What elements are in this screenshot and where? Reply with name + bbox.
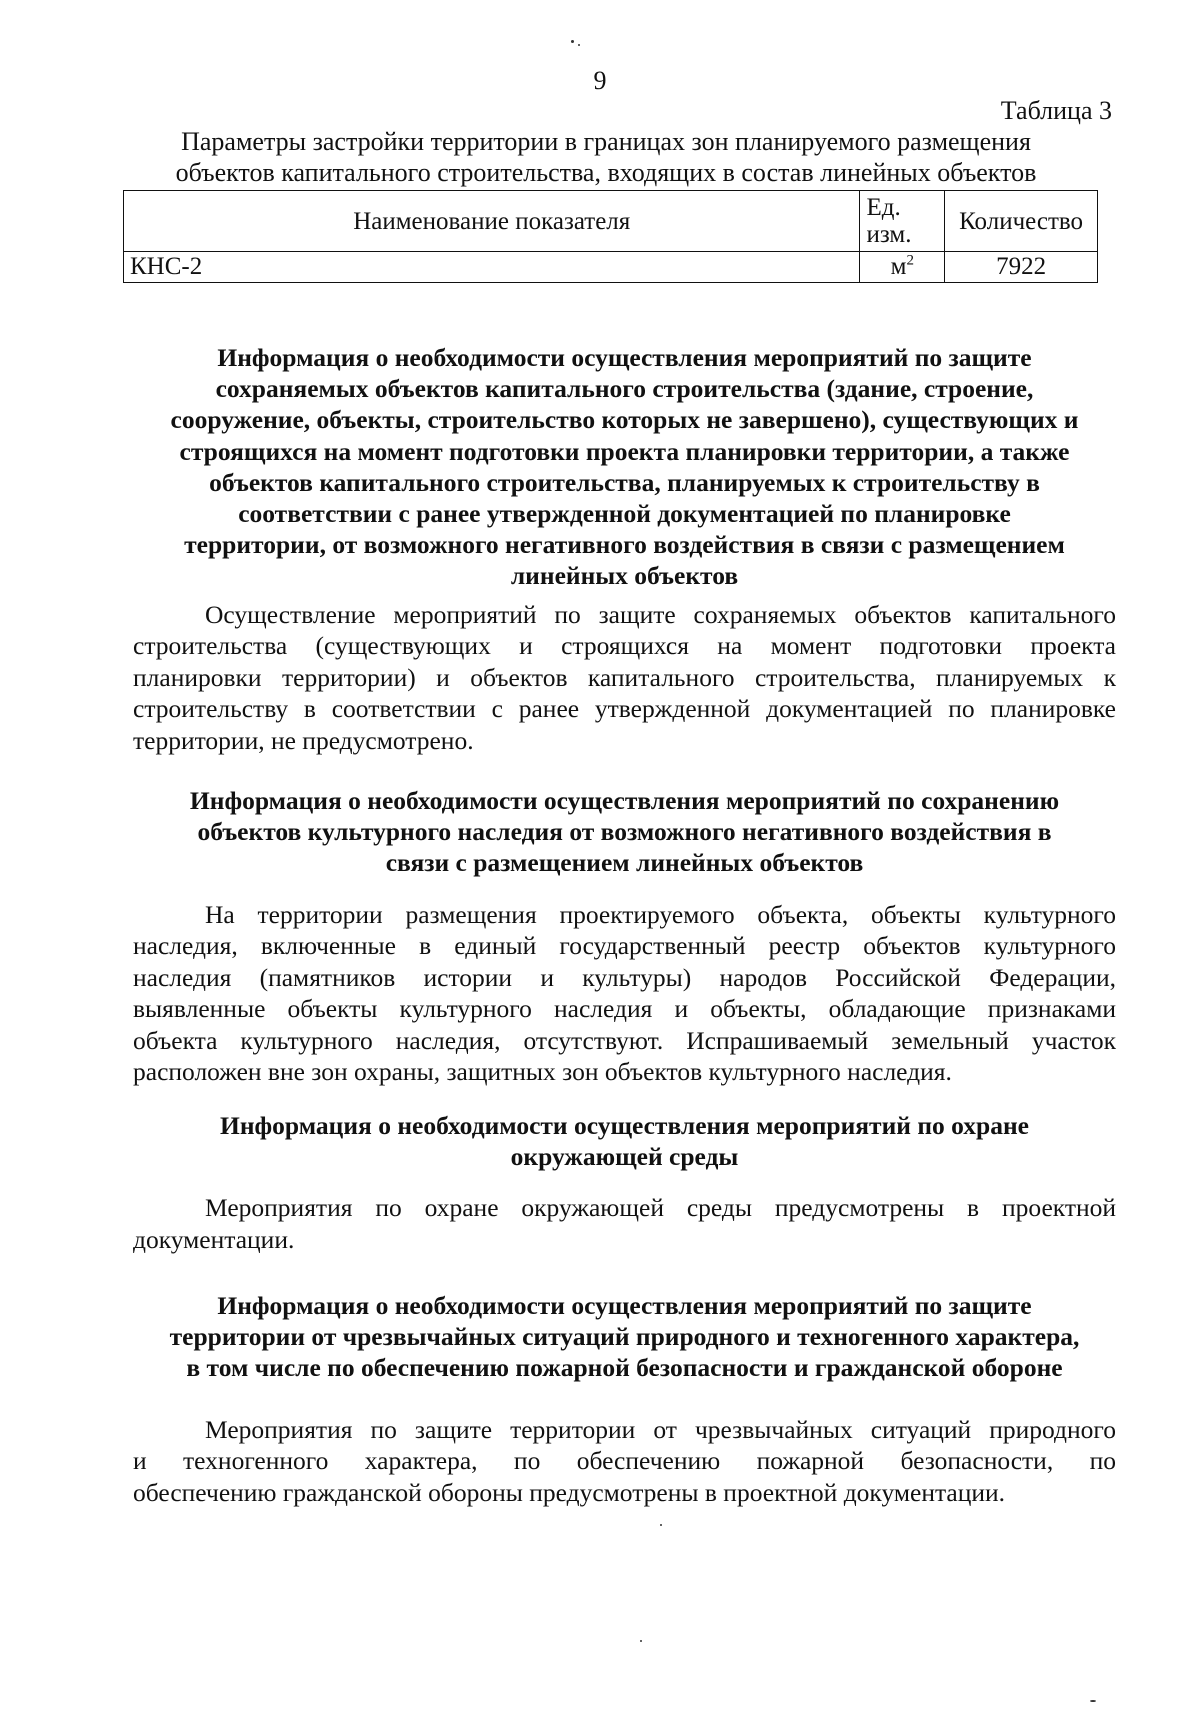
scan-speckle — [660, 1524, 662, 1526]
table-header-row — [124, 191, 1098, 252]
parameters-table — [123, 190, 1098, 283]
section-paragraph — [133, 1192, 1116, 1255]
table-row — [124, 252, 1098, 283]
header-indicator-name: Наименование показателя — [124, 191, 860, 252]
paragraph-line: Осуществление мероприятий по защите сохраняемых объектов капитального — [205, 599, 1116, 629]
table-label: Таблица 3 — [1000, 96, 1112, 125]
cell-unit-exponent: 2 — [906, 252, 914, 269]
section-heading — [133, 1290, 1116, 1384]
heading-line: территории, от возможного негативного воздействия в связи с размещением — [184, 530, 1065, 560]
cell-indicator-name: КНС-2 — [124, 252, 860, 283]
paragraph-line: документации. — [133, 1224, 295, 1254]
heading-line: сооружение, объекты, строительство которых не завершено), существующих и — [170, 405, 1079, 435]
section-protection-of-capital-objects — [133, 342, 1116, 756]
scan-speckle — [578, 44, 580, 46]
paragraph-line: На территории размещения проектируемого объекта, объекты культурного — [205, 899, 1116, 929]
paragraph-line: планировки территории) и объектов капитального строительства, планируемых к — [133, 662, 1116, 692]
heading-line: Информация о необходимости осуществления мероприятий по защите — [217, 1291, 1032, 1320]
heading-line: Информация о необходимости осуществления мероприятий по сохранению — [189, 786, 1060, 815]
section-cultural-heritage — [133, 785, 1116, 1088]
heading-line: сохраняемых объектов капитального строительства (здание, строение, — [215, 374, 1034, 404]
cell-unit-base: м — [890, 253, 907, 280]
paragraph-line: выявленные объекты культурного наследия и объекты, обладающие признаками — [133, 994, 1116, 1024]
section-paragraph — [133, 1414, 1116, 1509]
paragraph-line: Мероприятия по защите территории от чрезвычайных ситуаций природного — [205, 1414, 1116, 1444]
scan-speckle — [571, 40, 574, 43]
paragraph-line: наследия, включенные в единый государственный реестр объектов культурного — [133, 931, 1116, 961]
paragraph-line: обеспечению гражданской обороны предусмотрены в проектной документации. — [133, 1477, 1006, 1507]
section-paragraph — [133, 599, 1116, 757]
section-emergency-protection — [133, 1290, 1116, 1508]
heading-line: линейных объектов — [510, 561, 739, 591]
section-paragraph — [133, 899, 1116, 1088]
heading-line: Информация о необходимости осуществления мероприятий по охране — [220, 1111, 1029, 1140]
cell-quantity: 7922 — [945, 252, 1098, 283]
heading-line: территории от чрезвычайных ситуаций природного и техногенного характера, — [169, 1322, 1080, 1352]
header-quantity: Количество — [945, 191, 1098, 252]
heading-line: связи с размещением линейных объектов — [385, 848, 864, 878]
paragraph-line: и техногенного характера, по обеспечению пожарной безопасности, по — [133, 1446, 1116, 1476]
header-unit-line: изм. — [866, 221, 912, 248]
cell-unit — [860, 252, 945, 283]
heading-line: объектов капитального строительства, планируемых к строительству в — [209, 467, 1040, 497]
table-title — [133, 126, 1079, 188]
section-heading — [133, 785, 1116, 879]
section-environmental-protection — [133, 1110, 1116, 1255]
paragraph-line: расположен вне зон охраны, защитных зон объектов культурного наследия. — [133, 1057, 952, 1087]
heading-line: в том числе по обеспечению пожарной безопасности и гражданской обороне — [186, 1353, 1063, 1383]
paragraph-line: наследия (памятников истории и культуры) народов Российской Федерации, — [133, 962, 1116, 992]
header-unit-line: Ед. — [866, 194, 901, 221]
paragraph-line: территории, не предусмотрено. — [133, 725, 474, 755]
heading-line: Информация о необходимости осуществления мероприятий по защите — [217, 343, 1032, 372]
table-title-line: Параметры застройки территории в границах зон планируемого размещения — [181, 127, 1031, 156]
paragraph-line: строительству в соответствии с ранее утвержденной документацией по планировке — [133, 694, 1116, 724]
page-number: 9 — [593, 66, 607, 95]
scan-speckle — [1090, 1700, 1096, 1702]
section-heading — [133, 1110, 1116, 1172]
paragraph-line: строительства (существующих и строящихся на момент подготовки проекта — [133, 631, 1116, 661]
heading-line: объектов культурного наследия от возможного негативного воздействия в — [197, 817, 1052, 847]
section-heading — [133, 342, 1116, 592]
header-unit — [860, 191, 945, 252]
heading-line: строящихся на момент подготовки проекта планировки территории, а также — [179, 436, 1070, 466]
scan-speckle — [640, 1640, 642, 1642]
paragraph-line: Мероприятия по охране окружающей среды предусмотрены в проектной — [205, 1193, 1116, 1223]
paragraph-line: объекта культурного наследия, отсутствуют. Испрашиваемый земельный участок — [133, 1025, 1116, 1055]
table-title-line: объектов капитального строительства, входящих в состав линейных объектов — [175, 158, 1037, 187]
heading-line: соответствии с ранее утвержденной документацией по планировке — [238, 499, 1011, 529]
heading-line: окружающей среды — [510, 1142, 739, 1172]
